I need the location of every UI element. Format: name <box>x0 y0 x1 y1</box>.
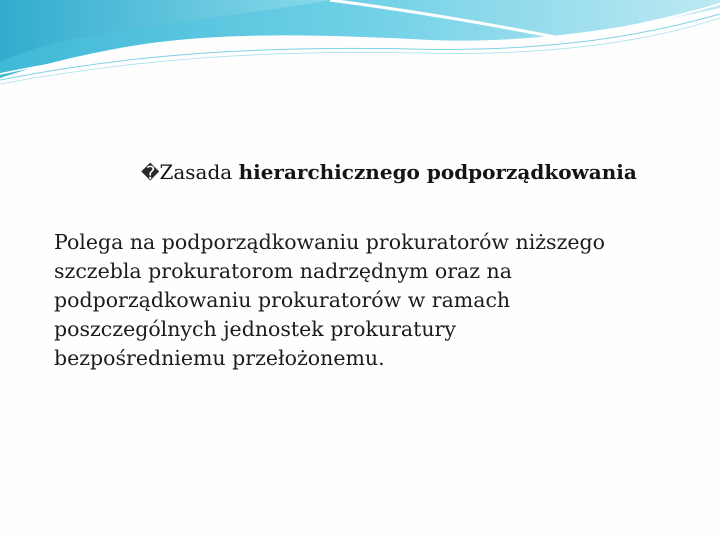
body-line: Polega na podporządkowaniu prokuratorów niższego <box>54 230 605 254</box>
slide-body-paragraph <box>54 228 694 373</box>
body-line: szczebla prokuratorom nadrzędnym oraz na <box>54 259 512 283</box>
heading-emphasis-text: hierarchicznego podporządkowania <box>238 160 637 184</box>
body-line: podporządkowaniu prokuratorów w ramach <box>54 288 511 312</box>
body-line: poszczególnych jednostek prokuratury <box>54 317 456 341</box>
heading-lead-text: Zasada <box>159 160 239 184</box>
heading-bullet-glyph: � <box>141 163 160 184</box>
slide-heading <box>141 158 637 188</box>
body-line: bezpośredniemu przełożonemu. <box>54 346 385 370</box>
header-wave-decoration <box>0 0 720 90</box>
